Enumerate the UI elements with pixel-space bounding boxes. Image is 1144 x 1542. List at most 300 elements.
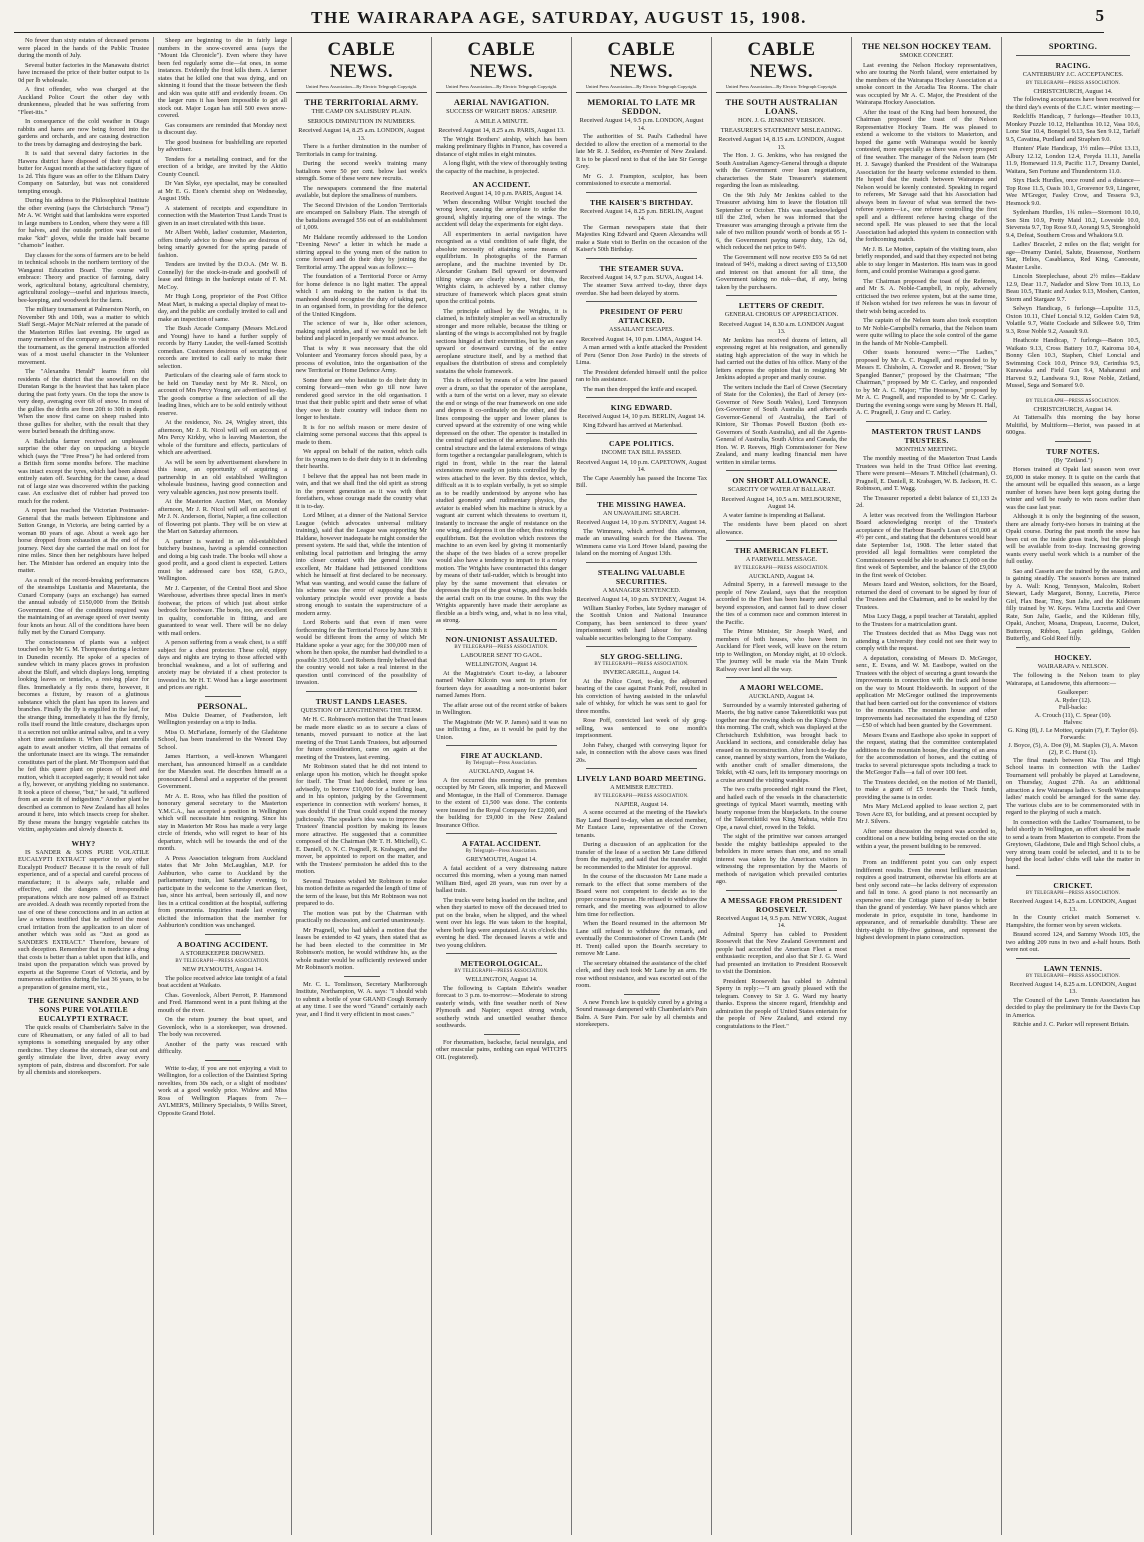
fatal-dateline: GREYMOUTH, August 14. [466,856,537,863]
paragraph: John Fahey, charged with conveying liquor for sale, in connection with the above cases was fined 20s. [576,741,707,764]
divider [205,934,241,935]
paragraph: As will be seen by advertisement elsewhere in this issue, an opportunity of acquiring a partnership in an old established Wellington wholesale business, having good connection and very valuable agencies, just now presents itself. [158,458,287,496]
land-board-subheading: A MEMBER EJECTED. [610,784,673,791]
paragraph: The final match between Kia Toa and High School teams in connection with the Ladies' Tournament will probably be played at Lansdowne, on Thursday, August 27th. As an additional attraction a few Wairarapa ladies v. South Wairarapa ladies' match could be arranged for the same day. The various clubs are to be commemorated with in regard to the playing of such a match. [1006,756,1140,816]
paragraph: Sydenham Hurdles, 1¾ miles—Stormont 10.10, Son Sim 10.9, Pretty Maid 10.2, Loveside 10.0, Stevensta 9.7, Top Rose 9.0, Aorangi 9.5, Stronghold 9.4, Defeat, Southern Cross and Whakiora 9.0. [1006,209,1140,239]
paragraph: Some there are who hesitate to do their duty in coming forward—men who go till now have rendered good service in the old organisation. I trust that their public spirit and their sense of what they owe to their country will induce them no longer to hesitate. [296,376,427,421]
acceptances-heading: CANTERBURY J.C. ACCEPTANCES. [1022,71,1124,78]
paragraph: Several Trustees wished Mr Robinson to make his motion definite as regarded the length of time of the term of the lease, but this Mr Robinson was not prepared to do. [296,877,427,907]
paragraph: The monthly meeting of the Masterton Trust Lands Trustees was held in the Trust Office last evening. There were present—Messrs T. Mitchell (chairman), O. Pragnell, E. Daniell, R. Krabagen, W. B. Jackson, H. C. Robinson, and T. Wagg. [856,455,997,492]
paragraph: All experimenters in aerial navigation have recognised as a vital condition of safe flight, the absolute necessity of attaining some means of equilibrium. In photographs of the Farman aeroplane, and the machine invented by Dr. Alexander Graham Bell upward or downward tilting wings are clearly shown, but this, the Wrights claim, is achieved by a rather clumsy structure of framework which places great strain upon the critical points. [436,230,567,305]
paragraph: Lord Milner, at a dinner of the National Service League (which advocates universal military training), said that the League was supporting Mr Haldane, however inadequate he might consider the present system. He said that, while the intention of enlisting local patriotism and bringing the army into closer contact with the general life was excellent, Mr Haldane had jettisoned conditions which he himself at first declared to be necessary. What was wanting, and would cause the failure of his scheme was the error of supposing that the voluntary principle would ever provide a basis strong enough to sustain the superstructure of a modern army. [296,512,427,617]
paragraph: The Wimmera, which arrived this afternoon, made an unavailing search for the Hawea. The Wimmera came via Lord Howe Island, passing the island on the morning of August 13th. [576,527,707,557]
suva-dateline: Received August 14, 9.7 p.m. SUVA, August 14. [580,273,703,281]
paragraph: King Edward has arrived at Marienbad. [583,421,683,429]
paragraph: The captain of the Nelson team also took exception to Mr Noble-Campbell's remarks, that the Nelson team were quite willing to place the sole control of the game in the hands of Mr Noble-Campbell. [856,317,997,347]
meteo-credit: BY TELEGRAPH—PRESS ASSOCIATION. [454,969,549,974]
team-list [1006,689,1140,757]
fire-dateline: AUCKLAND, August 14. [468,768,535,775]
paragraph: At the Police Court, to-day, the adjourned hearing of the case against Frank Poff, resulted in his conviction of having assisted in the unlawful sale of whisky, for which he was sent to gaol for three months. [576,677,707,715]
paragraph: During the second week's training many battalions were 50 per cent. below last week's strength. Some of these were new recruits. [296,160,427,182]
paragraph: In the County cricket match Somerset v. Hampshire, the former won by seven wickets. [1006,914,1140,929]
paragraph: Messrs Izard and Weston, solicitors, for the Board, returned the deed of covenant to be signed by four of the Trustees and the Chairman, and to be sealed by the Trustees. [856,581,997,611]
divider [205,1060,241,1061]
grog-dateline: INVERCARGILL, August 14. [603,669,680,676]
stealing-subheading: A MANAGER SENTENCED. [602,586,681,594]
paragraph: Heathcote Handicap, 7 furlongs—Baton 10.5, Waikato 9.13, Cross Battery 10.7, Kairoma 10.4, Bonny Glen 10.3, Staphen, Chief Loncial and Swimming Cock 10.0, Prince 9.9, Cerinthia 9.5, Kurawaka and Field Gun 9.4, Maharanui and Harvest 9.2, Landwara 9.1, Rose Noble, Zetland, Mussel, Sega and Somaref 9.0. [1006,337,1140,389]
paragraph: Redcliffs Handicap, 7 furlongs—Heather 10.13, Monkey Puzzle 10.12, Helianthus 10.12, Vasa 10.6, Lone Star 10.4, Bonspiel 9.13, Sea Sen 9.12, Tarfaff 9.5, Cavatina, Purdland and Straphen 9.0. [1006,113,1140,143]
masthead [14,6,1104,33]
hockey-team-heading: THE NELSON HOCKEY TEAM. [861,42,992,51]
paragraph: A Balclutha farmer received an unpleasant surprise the other day on unpacking a bicycle which (says the "Free Press") he had ordered from a British firm some months before. The machine was intact except the tyres, which had been almost entirely eaten off. Searching for the cause, a dead rat of large size was discovered within the packing case. An exclusive diet of rubber had proved too much for the rodent. [18,437,149,505]
king-dateline: Received August 14, 10 p.m. BERLIN, August 14. [577,413,706,420]
paragraph: Admiral Sperry has cabled to President Roosevelt that the New Zealand Government and people had accorded the American Fleet a most enthusiastic reception, and also that Sir J. G. Ward had presented an invitation to President Roosevelt to visit the Dominion. [716,930,847,975]
credit-letters-heading: LETTERS OF CREDIT. [738,301,825,310]
column-4 [432,37,572,1535]
tennis-paragraphs [1006,997,1140,1029]
kaiser-dateline: Received August 14, 8.25 p.m. BERLIN, August 14. [580,207,703,222]
paragraph: When descending Wilbur Wright touched the wrong lever, causing the aeroplane to strike the ground, slightly injuring one of the wings. The accident will delay the experiments for eight days. [436,198,567,228]
army-subheading-2: SERIOUS DIMINUTION IN NUMBERS. [307,117,416,125]
paragraph: Gas consumers are reminded that Monday next is discount day. [158,121,287,136]
army-subheading: THE CAMP ON SALISBURY PLAIN. [311,108,412,115]
accident-heading: AN ACCIDENT. [472,180,531,189]
paragraph: A report has reached the Victorian Postmaster-General that the mails between Elphinstone and Sutton Grange, in Victoria, are being carried by a woman 80 years of age. About a week ago her horse dropped from exhaustion at the end of the journey. Next day she carried the mail on foot for nine miles. Since then her neighbours have helped her. The Minister has ordered an enquiry into the matter. [18,507,149,574]
paragraph: Styx Hack Hurdles, once round and a distance—Top Rose 11.5, Oasis 10.1, Grosvenor 9.9, Lingerer, Wee M'Gregor, Fasley Crow, and Tessera 9.3, Hesmock 9.0. [1006,177,1140,207]
paragraph: It is said that several dairy factories in the Hawera district have disposed of their output of butter for August month at the satisfactory figure of 1s 2d. This figure was an offer to the Eltham Dairy Company on Saturday, but was not considered tempting enough. [18,150,149,195]
paragraph: I believe that the appeal has not been made in vain, and that we shall find the old spirit as strong in the present generation as it was with their forefathers, whose courage made the country what it is to-day. [296,472,427,510]
army-dateline: Received August 14, 8.25 a.m. LONDON, August 13. [298,127,425,142]
divider [344,976,380,977]
hockey-team-paragraphs [856,62,997,417]
paragraph: Mr Hugh Long, proprietor of the Post Office Meat Mart, is making a special display of meat to-day, and the public are cordially invited to call and make an inspection of same. [158,293,287,323]
divider [586,258,697,259]
turf-paragraphs [1006,466,1140,643]
paragraph: Sheep are beginning to die in fairly large numbers in the snow-covered area (says the "Mount Ida Chronicle"). Even where they have been fed regularly some die—fat ones, in some instances. Evidently the frost kills them. A farmer states that he killed one that was dying, and on skinning it found that the tissue between the flesh and skin was quite stiff and evidently frozen. On the larger runs it has been impossible to get all stock out. Major Logan has still 500 ewes snow-covered. [158,37,287,119]
cricket-heading: CRICKET. [1053,881,1093,890]
divider [586,646,697,647]
divider [1055,441,1091,442]
hawea-heading: THE MISSING HAWEA. [597,499,686,509]
paragraph: Several butter factories in the Manawatu district have increased the price of their butter output to 1s 0d per lb wholesale. [18,61,149,84]
paragraph: William Stanley Forbes, late Sydney manager of the Scottish Union and National Insurance Company, has been sentenced to three years' imprisonment with hard labour for stealing valuable securities belonging to the Company. [576,604,707,642]
seddon-heading: MEMORIAL TO LATE MR SEDDON. [587,98,696,116]
advert-text: For rheumatism, backache, facial neuralgia, and other muscular pains, nothing can equal WITCH'S OIL (registered). [436,1038,567,1061]
army-heading: THE TERRITORIAL ARMY. [304,98,419,107]
divider [1055,394,1091,395]
divider [726,677,837,678]
paragraph: Rose Poff, convicted last week of sly grog-selling, was sentenced to one month's imprisonment. [576,717,707,739]
king-paragraphs [576,422,707,430]
paragraph: President Roosevelt has cabled to Admiral Sperry in reply:—"I am greatly pleased with the telegram. Convey to Sir J. G. Ward my hearty thanks. Express the sincere regard, friendship and admiration the people of United States entertain for the people of New Zealand, and extend my congratulations to the Fleet." [716,977,847,1030]
racing-heading: RACING. [1055,61,1091,70]
team-line: Goalkeeper: [1057,689,1089,696]
hockey-team-subheading: SMOKE CONCERT. [899,52,954,59]
boating-subheading: A STOREKEEPER DROWNED. [180,949,265,957]
paragraph: The police received advice late tonight of a fatal boat accident at Waikato. [158,974,287,989]
divider [586,768,697,769]
paragraph: During his address to the Philosophical Institute the other evening (says the Christchurch "Press") Mr A. W. Wright said that lambskins were exported in large numbers to London, where they were a fill for halves, and the outside portion was used to make "kid" gloves, while the inside half became "chamois" leather. [18,197,149,249]
fleet-heading: THE AMERICAN FLEET. [734,546,829,555]
hockey-paragraphs [1006,672,1140,687]
paragraph: A man armed with a knife attacked the President of Peru (Senor Don Jose Pardo) in the streets of Lima. [576,344,707,366]
divider [586,397,697,398]
paragraph: Other toasts honoured were:—"The Ladies," proposed by Mr A. C. Pragnell, and responded to by Messrs E. Chisholm, A. Crowder and R. Brown; "Star Spangled Banner," proposed by the Chairman; "The Chairman," proposed by Mr C. Carley, and responded to by Mr A. C. Major; "The Hostesses," proposed by Mr A. C. Pragnell, and responded to by Mr C. Carley. During the evening songs were sung by Messrs H. Hall, A. C. Pragnell, J. Gray and C. Carley. [856,349,997,416]
paragraph: The Chairman proposed the toast of the Referees, and Mr S. A. Noble-Campbell, in reply, adversely criticised the two referee system, but at the same time, if Nelson wished for two referees he was in favour of their wish being acceded to. [856,277,997,315]
paragraph: Tenders are invited by the D.O.A. (Mr W. B. Connelly) for the stock-in-trade and goodwill of lease and fittings in the bankrupt estate of F. M. McCoy. [158,261,287,291]
paragraph: A water famine is impending at Ballarat. [723,511,826,519]
fatal-paragraphs [436,865,567,950]
cricket-dateline: Received August 14, 8.25 a.m. LONDON, August 13. [1009,898,1137,913]
paragraph: No fewer than sixty estates of deceased persons were placed in the hands of the Public Trustee during the month of July. [18,37,149,59]
maori-paragraphs [716,702,847,886]
divider [726,890,837,891]
credit-letters-dateline: Received August 14, 8.30 a.m. LONDON August 13. [719,320,844,335]
fleet-subheading: A FAREWELL MESSAGE. [745,556,818,563]
column-5 [572,37,712,1535]
grog-paragraphs [576,678,707,765]
divider [624,994,660,995]
paragraph: The Cape Assembly has passed the Income Tax Bill. [576,474,707,489]
roosevelt-heading: A MESSAGE FROM PRESIDENT ROOSEVELT. [720,895,843,914]
paragraph: The principle utilised by the Wrights, it is claimed, is infinitely simpler as well as structurally stronger and more reliable, because the tilting or slanting of the wings is accomplished not by fragile sections hinged at their extremities, but by an easy upward or downward curving of the entire aeroplane structure itself, and by a method that equalises the distribution of stress and completely sustains the whole framework. [436,307,567,375]
paragraph: Lincoln Steeplechase, about 2½ miles—Eaklaw 12.9, Dear 11.7, Nadador and Slow Tom 10.13, Lo Beau 10.5, Titanic and Audax 9.13, Moshen, Canton, Storm and Stargaze 9.7. [1006,273,1140,303]
paragraph: Miss O. McFarlane, formerly of the Gladstone School, has been transferred to the Wenoni Day School. [158,728,287,751]
paragraph: At the Masterton Auction Mart, on Monday afternoon, Mr J. R. Nicol will sell on account of Mr J. N. Anderson, florist, Napier, a fine collection of flowering pot plants. They will be on view at the Mart on Saturday afternoon. [158,498,287,535]
paragraph: There is a further diminution in the number of Territorials in camp for training. [296,143,427,158]
paragraph: The President defended himself until the police ran to his assistance. [576,368,707,383]
local-paragraphs [158,37,287,692]
team-line: Halves: [1063,719,1083,726]
boating-credit: BY TELEGRAPH—PRESS ASSOCIATION. [175,959,270,964]
paragraph: Braund scored 124, and Sammy Woods 105, the two adding 209 runs in two and a-half hours. Both were not out. [1006,931,1140,953]
aerial-dateline: Received August 14, 8.25 a.m. PARIS, August 13. [438,127,565,134]
team-line: J. Boyce, (5), A. Doe (9), M. Staples (3), A. Maxon (2), P. C. Hurst (1). [1008,741,1138,756]
paragraph: A fatal accident of a very distressing nature occurred this morning, when a young man named William Bird, aged 28 years, was run over by a ballast train. [436,864,567,894]
paragraph: The trucks were being loaded on the incline, and when they started to move off the deceased tried to put on the brake, when he slipped, and the wheel went over his legs. He was taken to the hospital, where both legs were amputated. At six o'clock this evening he died. The deceased leaves a wife and two young children. [436,896,567,949]
paragraph: Particulars of the clearing sale of farm stock to be held on Tuesday next by Mr R. Nicol, on account of Mrs Percy Young, are advertised to-day. The goods comprise a fine selection of all the leading lines, which are to be sold entirely without reserve. [158,372,287,417]
army-paragraphs [296,143,427,687]
paragraph: The steamer Suva arrived to-day, three days overdue. She had been delayed by storm. [576,282,707,297]
paragraph: Selwyn Handicap, 6 furlongs—Lupulite 11.5, Oxton 10.11, Chief Loncial 9.12, Golden Cairn 9.8, Volatile 9.7, Waite Cockade and Silkwee 9.0, Trim 9.3, Rose Noble 9.2, Assault 9.0. [1006,305,1140,335]
advert-text: Write to-day, if you are not enjoying a visit to Wellington, for a collection of the Daintiest Spring novelties, from 30s each, or a slight of modistes' work at a good weekly price. Widow and Miss Ross of Wellington Plaques from 7s—AYLMER'S, Millinery Specialists, 9 Willis Street, Opposite Grand Hotel. [158,1064,287,1117]
divider [1016,875,1130,876]
page-number: 5 [1095,6,1104,25]
sporting-heading: SPORTING. [1048,42,1098,51]
loans-paragraphs [716,152,847,291]
paragraph: This is effected by means of a wire line passed over a drum, so that the operator of the aeroplane, with a turn of the wrist on a lever, may so elevate the end or wings of the rear framework on one side and depress it co-ordinately on the other, and the lines composing the upper and lower planes is curved upward at the extremity of one wing while depressed on the other. The operator is installed in the central rigid section of the aeroplane. Both this central structure and the lateral extensions of wings form together a rectangular parallelogram, which is rigid in front, while in the rear the lateral extensions move easily on joints controlled by the wires attached to the lever. By this device, which, difficult as it is to explain verbally, is yet so simple as to be readily understood by anyone who has studied geometry and rudimentary physics, the aviator is enabled when his machine is struck by a vagrant air current which threatens to overturn it, instantly to increase the angle of resistance on the one wing, and depress it on the other, thus restoring equilibrium. But the evolution which restores the machine to an even keel by giving it momentarily the shape of the two blades of a screw propeller would also have a tendency to impart to it a rotary motion. The Wrights have counteracted this danger by means of their tail-rudder, which is brought into play by the same movement that elevates or depresses the tips of the great wings, and thus holds the aerial craft on its true course. In this way the Wrights apparently have made their aeroplane as flexible as a bird's wing, and, what is no less vital, as strong. [436,377,567,624]
paragraph: The Wright Brothers' airship, which has been making preliminary flights in France, has covered a distance of eight miles in eight minutes. [436,135,567,158]
paragraph: The good business for bushfelling are reported by advertiser. [158,138,287,153]
tennis-heading: LAWN TENNIS. [1043,963,1103,973]
paragraph: The Bush Arcade Company (Messrs McLeod and Young) have to hand a further supply of records by Harry Lauder, the well-famed Scottish comedian. Customers desirous of securing these records are invited to call early to make their selection. [158,325,287,370]
turf-heading: TURF NOTES. [1046,446,1100,456]
fleet-paragraphs [716,581,847,673]
maori-heading: A MAORI WELCOME. [739,683,824,692]
paragraph: The Council of the Lawn Tennis Association has decided to play the preliminary tie for the Davis Cup in America. [1006,996,1140,1019]
nonunion-heading: NON-UNIONIST ASSAULTED. [445,634,558,644]
paragraph: When the Board resumed in the afternoon Mr Lane still refused to withdraw the remark, and eventually the Commissioner of Crown Lands (Mr H. Trent) called upon the Board's secretary to remove Mr Lane. [576,920,707,957]
paragraph: Dr Van Slyke, eye specialist, may be consulted at Mr E. G. Eton's chemist shop on Wednesday, August 19th. [158,180,287,202]
aerial-subheading: SUCCESS OF WRIGHT BROS.' AIRSHIP. [446,108,557,115]
cricket-credit: BY TELEGRAPH—PRESS ASSOCIATION. [1025,891,1121,896]
trustees-paragraphs [856,455,997,850]
boating-heading: A BOATING ACCIDENT. [176,939,269,949]
advert-text: IS SANDER & SONS PURE VOLATILE EUCALYPTI EXTRACT superior to any other Eucalypti Product? Because it is the result of full experience, and of a special and careful process of manufacture; it is always safe, reliable and effective, and the dangers of irresponsible preparations which are now palmed off as Extract are avoided. A death was recently reported from the use of one of these concoctions and in an action at law a witness testified that he suffered the most cruel irritation from the application to an ulcer of another which was sold as "Just as good as SANDER'S EXTRACT." Therefore, beware of such deception. Remember that in medicine a drug that costs is better than a tablet upon that kills, and insist upon the preparation which was proved by experts at the Supreme Court of Victoria, and by numerous authorities during the last 36 years, to be a preparation of genuine merit, viz., [18,848,149,991]
cable-news-credit: United Press Association—By Electric Telegraph Copyright. [436,84,567,93]
paragraph: Horses trained at Opaki last season won over £6,000 in stake money. It is quite on the cards that the amount will be equalled this season, as a large number of horses have been kept going during the winter and will be ready to win races earlier than was the case last year. [1006,466,1140,511]
advert-heading: WHY? [71,838,96,848]
paragraph: A first offender, who was charged at the Auckland Police Court the other day with drunkenness, pleaded that he was suffering from "Fleet-itis." [18,86,149,116]
paragraph: The Treasurer reported a debit balance of £1,133 2s 2d. [856,494,997,509]
paragraph: We appeal on behalf of the nation, which calls for its young men to do their duty to it in defending their hearths. [296,448,427,470]
paragraph: The sight of the primitive war canoes arranged beside the mighty battleships appealed to the beholders in more senses than one, and no small interest was taken by the American visitors in witnessing the representation by the Maoris of methods of navigation which prevailed centuries ago. [716,833,847,885]
cape-paragraphs [576,475,707,490]
maori-dateline: AUCKLAND, August 14. [748,693,815,700]
suva-paragraphs [576,282,707,297]
stealing-dateline: Received August 14, 10 p.m. SYDNEY, August 14. [576,596,707,603]
tennis-dateline: Received August 14, 8.25 a.m. LONDON, August 13. [1009,980,1137,995]
paragraph: At Tattersall's this morning the bay horse Multifid, by Multiform—Heriot, was passed in at 600gns. [1006,414,1140,436]
peru-paragraphs [576,344,707,393]
paragraph: Another of the party was rescued with difficulty. [158,1040,287,1055]
paragraph: On the 9th July Mr Jenkins cabled to the Treasurer advising him to leave the flotation till September or October. This was unacknowledged till the 23rd, when he was informed that the Treasurer was arranging through a private firm the sale of two million pounds' worth of bonds at 95 1-6, the Government paying stamp duty, 12s 6d, which reduced the net price to 94½. [716,191,847,251]
hawea-paragraphs [576,528,707,558]
seddon-paragraphs [576,133,707,188]
paragraph: Miss Lucy Dagg, a pupil teacher at Taratahi, applied to the Trustees for a matriculation grant. [856,613,997,628]
paragraph: Day classes for the sons of farmers are to be held in technical schools in the northern territory of the Wanganui Education Board. The course will embrace: Theory and practice of farming, dairy work, agricultural botany, agricultural chemistry, agricultural zoology—useful and injurious insects, bee-keeping, and woodwork for the farm. [18,251,149,304]
allowance-paragraphs [716,512,847,537]
paragraph: The Government will now receive £93 5s 6d net instead of 94½, making a direct saving of £13,500 and interest on that amount for all time, the Government taking no risk—that, if any, being taken by the purchasers. [716,253,847,291]
fleet-credit: BY TELEGRAPH—PRESS ASSOCIATION. [734,565,829,571]
aerial-subheading-2: A MILE A MINUTE. [474,117,529,125]
paragraph: The affair arose out of the recent strike of bakers in Wellington. [436,701,567,716]
divider [1016,647,1130,648]
paragraph: In consequence of the cold weather in Otago rabbits and hares are now being forced into the gardens and orchards, and are causing destruction to the trees by damaging and destroying the bark. [18,118,149,148]
fire-credit: By Telegraph—Press Association. [465,761,538,766]
paragraph: Mr Jenkins has received dozens of letters, all expressing regret at his resignation, and generally stating high appreciation of the way in which he had carried out the duties of his office. Many of the letters express the opinion that in resigning Mr Jenkins adopted a proper and manly course. [716,336,847,381]
hawea-dateline: Received August 14, 10 p.m. SYDNEY, August 14. [576,519,707,526]
divider [586,301,697,302]
fatal-heading: A FATAL ACCIDENT. [461,839,541,848]
paragraph: Mr Albert Webb, ladies' costumier, Masterton, offers timely advice to those who are desirous of being smartly gowned for the spring parade of fashion. [158,229,287,259]
cable-news-title: CABLE NEWS. [747,39,816,82]
allowance-dateline: Received August 14, 10.5 a.m. MELBOURNE, August 14. [721,495,842,510]
paragraph: The residents have been placed on short allowance. [716,521,847,536]
fleet-dateline: AUCKLAND, August 14. [748,572,815,580]
land-board-paragraphs [576,809,707,990]
divider [586,494,697,495]
paragraph: On the return journey the boat upset, and Govenlock, who is a storekeeper, was drowned. The body was recovered. [158,1016,287,1038]
paragraph: The motion was put by the Chairman with practically no discussion, and carried unanimously. [296,909,427,924]
news-dateline: CHRISTCHURCH, August 14. [1033,405,1113,413]
column-6 [712,37,852,1535]
stealing-heading: STEALING VALUABLE SECURITIES. [597,567,686,586]
divider [726,470,837,471]
divider [866,421,987,422]
aerial-paragraphs [436,136,567,176]
paragraph: Mr H. C. Robinson's motion that the Trust leases be made more elastic so as to secure a class of tenants, moved pursuant to notice at the last meeting of the Trust Lands Trustees, but adjourned for future consideration, came on again at the meeting of the Trustees, last evening. [296,716,427,761]
divider [484,1034,520,1035]
trustees-heading: MASTERTON TRUST LANDS TRUSTEES. [871,426,982,445]
paragraph: At the residence, No. 24, Wrigley street, this afternoon, Mr J. R. Nicol will sell on account of Mrs Percy Kirkby, who is leaving Masterton, the whole of the furniture and effects, particulars of which are advertised. [158,419,287,456]
paragraph: The Trustees decided, on the motion of Mr Daniell, to make a grant of £5 towards the Track funds, providing the same is in order. [856,778,997,801]
paragraph: As a result of the record-breaking performances of the steamships Lusitania and Mauretania, the Cunard Company (says an exchange) has earned the annual subsidy of £150,000 from the British Government. One of the conditions required was the maintaining of an average speed of over twenty four knots an hour. All of the conditions have been fully met by the Cunard Company. [18,576,149,636]
acceptances-credit: BY TELEGRAPH—PRESS ASSOCIATION. [1025,80,1121,86]
grog-credit: BY TELEGRAPH—PRESS ASSOCIATION. [594,662,689,667]
columns [14,37,1140,1535]
divider [909,854,945,855]
paragraph: A fire occurred this morning in the premises occupied by Mr Green, silk importer, and Maxwell and Montague, in the Hall of Commerce. Damage to the extent of £1,500 was done. The contents were insured in the Royal Company for £2,000, and the building for £9,000 in the New Zealand Insurance Office. [436,776,567,829]
advert-text: A new French law is quickly cured by a giving a Sound massage dampened with Chamberlain's Pain Balm. A Sure Pain. For sale by all chemists and storekeepers. [576,998,707,1028]
paragraph: Miss Dulcie Deamer, of Featherston, left Wellington yesterday on a trip to India. [158,711,287,726]
paragraph: In connection with the Ladies' Tournament, to be held shortly in Wellington, an effort should be made to send a team from Masterton to compete. From the Greytown, Gladstone, Dale and High School clubs, a very strong team could be selected, and it is to be hoped the local ladies' clubs will take the matter in hand. [1006,818,1140,871]
column-3 [292,37,432,1535]
meteo-heading: METEOROLOGICAL. [460,959,543,968]
meteo-dateline: WELLINGTON, August 14. [465,976,538,983]
column-2 [154,37,292,1535]
paragraph: The newspapers commend the fine material available, but deplore the smallness of numbers. [296,184,427,199]
paragraph: A long flight, with the view of thoroughly testing the capacity of the machine, is projected. [436,160,568,175]
paragraph: Chas. Govenlock, Albert Perrott, P. Hammond and Fred. Hammond went in a punt fishing at the mouth of the river. [158,991,287,1014]
divider [1016,958,1130,959]
cape-dateline: Received August 14, 10 p.m. CAPETOWN, August 14. [576,458,707,473]
divider [205,696,241,697]
land-board-credit: BY TELEGRAPH—PRESS ASSOCIATION. [594,793,689,799]
paragraph: Sao and Cassein are the trained by the season, and is gaining steadily. The season's horses are trained by A. Wall: Knog, Tennyson, Malcolm, Robert Stewart, Lady Margaret, Bonny, Lucretia, Pierce Girl, Flax Bear, Tiny, Sun Jalie, and the Kilderam filly trained by W. Keys. Wirra Lucretia and Over Rate, Sun Jalie, Gaelic, and the Kilderan filly, Opaki, Anchor, Moana, Drapeau, Lucerne, Dulcet, Buttercup, Ribbon, Lapin geldings, Golden Butterfly, and Gold Reef filly. [1006,567,1140,642]
hockey-subheading: WAIRARAPA v. NELSON. [1037,662,1109,670]
cable-news-title: CABLE NEWS. [467,39,536,82]
paragraph: Mr A. E. Ross, who has filled the position of honorary general secretary to the Masterton Y.M.C.A., has accepted a position in Wellington which will necessitate him resigning. Since his stay in Masterton Mr Ross has made a very large circle of friends, who will regret to hear of his departure, which will be towards the end of the month. [158,792,287,852]
paragraph: The German newspapers state that their Majesties King Edward and Queen Alexandra will make a State visit to Berlin on the occasion of the Kaiser's 50th Birthday. [576,223,707,253]
acceptances-dateline: CHRISTCHURCH, August 14. [1033,87,1113,95]
peru-dateline: Received August 14, 10 p.m. LIMA, August 14. [580,335,703,343]
advert-tail: THE GENUINE SANDER AND SONS PURE VOLATILE EUCALYPTI EXTRACT. [27,996,140,1023]
nonunion-credit: BY TELEGRAPH—PRESS ASSOCIATION. [454,644,549,650]
kaiser-paragraphs [576,224,707,254]
credit-letters-subheading: GENERAL CHORUS OF APPRECIATION. [724,311,839,318]
cricket-paragraphs [1006,914,1140,954]
acceptances-paragraphs [1006,96,1140,390]
accident-paragraphs [436,199,567,625]
hockey-tail-paragraphs [1006,757,1140,872]
paragraph: Surrounded by a warmly interested gathering of Maoris, the big native canoe Takeretikitiki was put together near the rowing sheds on the King's Drive this morning. The craft, which was displayed at the Christchurch Exhibition, was brought back to Auckland in sections, and considerable delay has ensued on its reconstruction. After lunch to-day the canoe, manned by sixty warriors, from the Waikato, with another craft of smaller dimensions, the Tekiki, with 42 oars, left its temporary moorings on a cruise around the visiting warships. [716,701,847,784]
newspaper-title: THE WAIRARAPA AGE, SATURDAY, AUGUST 15, 1908. [311,8,807,27]
roosevelt-dateline: Received August 14, 9.5 p.m. NEW YORK, August 14. [716,914,847,929]
cable-news-credit: United Press Association—By Electric Telegraph Copyright. [716,84,847,93]
team-line: G. King (8), J. Le Mottee, captain (7), F. Taylor (6). [1007,726,1139,734]
nonunion-dateline: WELLINGTON, August 14. [465,661,538,668]
loans-subheading: HON. J. G. JENKINS' VERSION. [737,117,826,124]
peru-heading: PRESIDENT OF PERU ATTACKED. [599,307,684,325]
paragraph: Although it is only the beginning of the season, there are already forty-two horses in training at the Opaki course. During the past month the snow has been cut on the inside grass track, but the plough will be available from to-day. Increasing growing wants every useful work which is a number of the full outlay. [1006,513,1140,565]
paragraph: During a discussion of an application for the transfer of the lease of a section Mr Lane differed from the majority, and said that the transfer might be recommended to the Minister for approval. [576,841,707,871]
paragraph: At the Magistrate's Court to-day, a labourer named Walter Kilcoin was sent to prison for fourteen days for assaulting a non-unionist baker named James Horn. [436,669,567,699]
paragraph: The Hon. J. G. Jenkins, who has resigned the South Australian Agency-General through a dispute with the Government over loan negotiations, characterises the State Treasurer's statement regarding the loan as misleading. [716,152,847,189]
divider [446,833,557,834]
loans-heading: THE SOUTH AUSTRALIAN LOANS. [725,98,838,116]
tennis-credit: BY TELEGRAPH—PRESS ASSOCIATION. [1025,973,1121,979]
trust-heading: TRUST LANDS LEASES. [315,696,408,706]
paragraph: The consciousness of plants was a subject touched on by Mr G. M. Thompson during a lecture in Dunedin recently. He spoke of a species of sundew which in many places grows in profusion about the Bluff, and which displays long, tempting looking leaves or tentacles, a rest-ing place for flies. Immediately a fly rests there, however, it becomes a fixture, by reason of a glutinous substance which the plant has upon its leaves and branches. Finally the fly is engulfed in the leaf, for the strange thing, immediately it has the fly firmly, rolls itself round the little creature, discharges upon it a secretion not unlike animal saliva, and in a very short time assimilates it. When the plant unrolls again to await another victim, all that remains of the unfortunate insect are its wings. The remainder constitutes part of the plant. Mr Thompson said that he fed this queer plant on pieces of beef and mutton, which it accepted eagerly; it would not take a fly, however, or anything yielding no sustenance. It took a piece of cheese, "but," he said, "it suffered from an acute fit of indigestion." Another plant he described as common to New Zealand has all holes around it here, into which insects creep for shelter. By these means the hungry vegetable catches its victim, asphyxiates and slowly dissects it. [18,638,149,833]
paragraph: The Trustees decided that as Miss Dagg was not attending a University they could not see their way to comply with the request. [856,630,997,652]
personal-heading: PERSONAL. [197,701,248,711]
fire-heading: FIRE AT AUCKLAND. [460,751,543,760]
aerial-heading: AERIAL NAVIGATION. [453,98,550,107]
paragraph: A partner is wanted in an old-established butchery business, having a splendid connection and doing a big cash trade. The books will show a good profit, and a good client is expected. Letters must be addressed care box 658, G.P.O., Wellington. [158,537,287,582]
paragraph: That is why it was necessary that the old Volunteer and Yeomanry forces should pass, by a process of evolution, into the organisation of the new Territorial or Home Defence Army. [296,344,427,374]
cape-heading: CAPE POLITICS. [609,439,674,448]
turf-byline: (By "Zetland.") [1053,456,1093,464]
nonunion-subheading: LABOURER SENT TO GAOL. [460,651,543,659]
paragraph: James Harrison, a well-known Whangarei merchant, has announced himself as a candidate for the Marsden seat. He describes himself as a pronounced Liberal and a supporter of the present Government. [158,753,287,790]
paragraph: The writers include the Earl of Crewe (Secretary of State for the Colonies), the Earl of Jersey (ex-Governor of New South Wales), Lord Tennyson (ex-Governor of South Australia and afterwards Governor-General of Australia), the Earl of Kintore, Sir Thomas Powell Buxton (both ex-Governors of South Australia), and all the Agents-General of Australia, South Africa and Canada, the Hon. W. P. Reeves, High Commissioner for New Zealand, and many leading financial men have written in similar terms. [716,383,847,466]
divider [586,433,697,434]
paragraph: Lord Roberts said that even if men were forthcoming for the Territorial Force by June 30th it would be different from the army of which Mr Haldane spoke a year ago; for the 300,000 men of whom he then spoke, the number had dwindled to a possible 315,000. Lord Roberts firmly believed that the country would not take a real interest in the question until convinced of the possibility of invasion. [296,619,427,686]
trust-paragraphs [296,716,427,972]
cable-news-credit: United Press Association—By Electric Telegraph Copyright. [296,84,427,93]
news-credit: BY TELEGRAPH—PRESS ASSOCIATION. [1025,398,1121,404]
paragraph: Ladies' Bracelet, 2 miles on the flat; weight for age—Dreamy Daniel, Salute, Brasenose, Northern Star, Helios, Casablanca, Red King, Canooute, Master Leslie. [1006,241,1140,271]
boating-dateline: NEW PLYMOUTH, August 14. [182,966,263,973]
news-paragraphs [18,37,149,834]
paragraph: The secretary obtained the assistance of the chief clerk, and they each took Mr Lane by an arm. He rose without resistance, and was escorted out of the room. [576,959,707,989]
paragraph: In the course of the discussion Mr Lane made a remark to the effect that some members of the Board were not competent to decide as to the proper course to pursue. He refused to withdraw the remark, and the meeting was adjourned to allow him time for reflection. [576,873,707,918]
paragraph: The following acceptances have been received for the third day's events of the C.J.C. winter meeting:— [1006,96,1140,111]
meteo-paragraphs [436,985,567,1030]
boating-paragraphs [158,975,287,1056]
column-1 [14,37,154,1535]
paragraph: After some discussion the request was acceded to, conditional on a new building being erected on the site within a year, the present building to be removed. [856,827,997,850]
paragraph: A person suffering from a weak chest, is a stiff subject for a chest protector. These cold, nippy days and nights are trying to those affected with bronchial weakness, and a lot of suffering and anxiety may be obviated if a chest protector is invested in. Mr H. T. Wood has a large assortment and prices are right. [158,639,287,691]
divider [446,745,557,746]
peru-subheading: ASSAILANT ESCAPES. [609,326,674,333]
divider [446,629,557,630]
trustees-subheading: MONTHLY MEETING. [895,445,958,453]
paragraph: The military tournament at Palmerston North, on November 9th and 10th, was a matter to which Staff Sergt.-Major McNair referred at the parade of the Masterton Rifles last evening. He urged as many members of the company as possible to visit the tournament, as the general instruction afforded was of a most useful character in the Volunteer movement. [18,306,149,366]
advert-small: The quick results of Chamberlain's Salve in the cure of Rheumatism, or any failed of all to bad symptoms is something unequaled by any other medicine. They cleanse the stomach, clear out and gently stimulate the liver, drive away every symptom of pain, distress and discomfort. For sale by all chemists and storekeepers. [18,1024,149,1076]
paragraph: Mr J. Carpenter, of the Central Boot and Shoe Warehouse, advertises three special lines in men's footwear, the prices of which just about strike bedrock for bootware. The boots, too, are excellent in quality, comfortable in fitting, and are guaranteed to wear well. There will be no delay with mail orders. [158,584,287,637]
paragraph: Messrs Evans and Easthope also spoke in support of the request, stating that the committee contemplated additions to the mountain house, the clearing of an area for the accommodation of horses, and the cutting of tracks to several picturesque spots including a track to the McGregor Falls—a fall of over 100 feet. [856,731,997,776]
paragraph: Mrs Mary McLeod applied to lease section 2, part Town Acre 83, for building, and at present occupied by Mr J. Silvers. [856,803,997,825]
divider [586,562,697,563]
stealing-paragraphs [576,605,707,643]
king-heading: KING EDWARD. [610,403,673,412]
paragraph: Mr J. B. Le Mottee, captain of the visiting team, also briefly responded, and said that they expected not being able to stay longer in Masterton. His team was in good form, and could promise Wairarapa a good game. [856,245,997,275]
cable-news-credit: United Press Association—By Electric Telegraph Copyright. [576,84,707,93]
paragraph: The authorities of St. Paul's Cathedral have decided to allow the erection of a memorial to the late Mr R. J. Seddon, ex-Premier of New Zealand. It is to be placed next to that of the late Sir George Grey. [576,133,707,170]
paragraph: A letter was received from the Wellington Harbour Board acknowledging receipt of the Trustee's acceptance of the Harbour Board's Loan of £10,000 at 4½ per cent., and stating that the debentures would bear date September 1st, 1908. The letter stated that provided all legal formalities were completed the Commissioners would be able to advance £1,000 on the first week of September, and the balance of the £9,000 in the first week of October. [856,511,997,579]
grog-heading: SLY GROG-SELLING. [600,652,683,661]
cape-subheading: INCOME TAX BILL PASSED. [601,449,682,456]
fatal-credit: By Telegraph—Press Association. [465,849,538,854]
paragraph: Mr Pragnell, who had tabled a motion that the leases be extended to 42 years, then stated that as he had been elected to the committee in Mr Robinson's motion, he would withdraw his, as the whole matter would be sufficiently reviewed under Mr Robinson's motion. [296,926,427,971]
paragraph: A scene occurred at the meeting of the Hawke's Bay Land Board to-day, when an elected member, Mr Eustace Lane, representative of the Crown tenants. [576,809,707,839]
divider [726,295,837,296]
divider [446,953,557,954]
paragraph: It is for no selfish reason or mere desire of claiming some personal success that this appeal is made to them. [296,423,427,446]
paragraph: Ritchie and J. C. Parker will represent Britain. [1013,1021,1130,1028]
paragraph: The following is the Nelson team to play Wairarapa, at Lansdowne, this afternoon:— [1006,672,1140,687]
personal-paragraphs [158,712,287,930]
advert-text: From an indifferent point you can only expect indifferent results. Even the most brilliant musician requires a good instrument, otherwise his efforts are at best only second rate—he lacks delivery of expression and fall in tone. A good piano is not necessarily an expensive one: the Cottage piano of to-day is better than the grand of yesterday. We have pianos which are moderate in price, exquisite in tone, handsome in appearance, and of remarkable durability. These are thirty-eight to fifty-five guineas, and represent the highest development in piano construction. [856,859,997,941]
suva-heading: THE STEAMER SUVA. [599,263,684,273]
accident-dateline: Received August 14, 10 p.m. PARIS, August 14. [440,190,563,197]
paragraph: The science of war is, like other sciences, making rapid strides, and if we would not be left behind and placed in jeopardy we must advance. [296,320,427,342]
team-line: A. Crouch (11), C. Spear (10). [1034,711,1112,719]
paragraph: Tenders for a metalling contract, and for the erection of a bridge, are invited by the Akitio County Council. [158,155,287,178]
land-board-heading: LIVELY LAND BOARD MEETING. [576,774,707,783]
